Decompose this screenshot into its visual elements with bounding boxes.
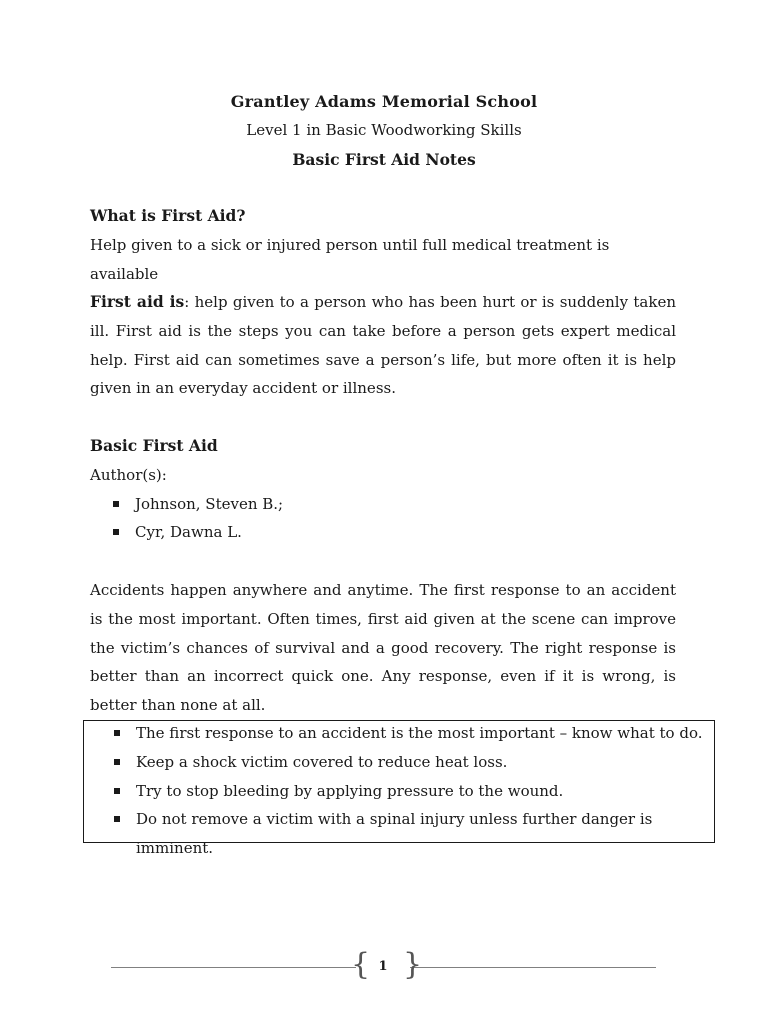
definition-lead: First aid is [90, 292, 185, 311]
list-item: Keep a shock victim covered to reduce heat loss. [91, 748, 711, 777]
page-number: 1 [378, 959, 388, 974]
section-basic-first-aid [90, 432, 676, 547]
footer-rule-left [111, 967, 356, 968]
list-item: Johnson, Steven B.; [90, 490, 676, 519]
list-item: The first response to an accident is the most important – know what to do. [91, 719, 711, 748]
list-item: Try to stop bleeding by applying pressure to the wound. [91, 777, 711, 806]
section-text: Accidents happen anywhere and anytime. The first response to an accident is the most important. Often times, first aid given at the scene can improve the victim’s chances of survival and a good recovery. The right response is better than an incorrect quick one. Any response, even if it is wrong, is better than none at all. [90, 581, 676, 715]
section-heading: What is First Aid? [90, 206, 246, 225]
section-what-is-first-aid [90, 202, 676, 288]
section-first-aid-definition [90, 288, 676, 403]
list-item: Do not remove a victim with a spinal injury unless further danger is imminent. [91, 805, 711, 863]
left-brace-icon: { [351, 947, 371, 982]
right-brace-icon: } [403, 947, 423, 982]
authors-list [90, 490, 676, 548]
key-points-box [83, 720, 715, 858]
footer-rule-right [410, 967, 656, 968]
document-title: Basic First Aid Notes [292, 150, 476, 169]
definition-text: : help given to a person who has been hurt or is suddenly taken ill. First aid is the steps you can take before a person gets expert medical help. First aid can sometimes save a person’s life, but more often it is help given in an everyday accident or illness. [90, 293, 676, 398]
section-accidents [90, 576, 676, 720]
section-heading: Basic First Aid [90, 436, 218, 455]
authors-label: Author(s): [90, 465, 167, 484]
list-item: Cyr, Dawna L. [90, 518, 676, 547]
school-name: Grantley Adams Memorial School [230, 92, 538, 111]
key-points-list [91, 719, 711, 863]
section-text: Help given to a sick or injured person until full medical treatment is available [90, 235, 610, 283]
course-title: Level 1 in Basic Woodworking Skills [246, 121, 522, 139]
